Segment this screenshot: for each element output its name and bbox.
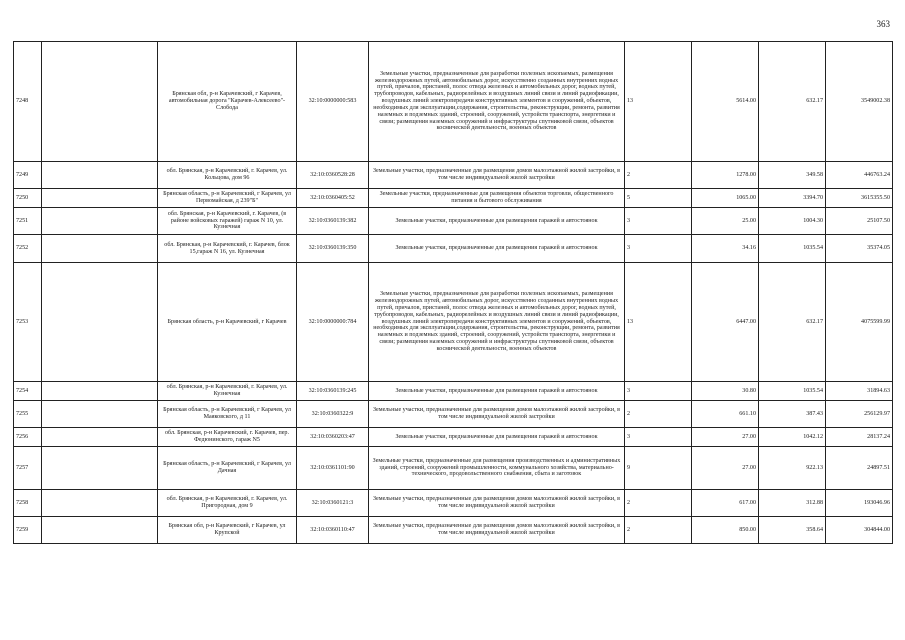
address-cell: Брянская обл, р-н Карачевский, г Карачев, ул Крупской [158,517,297,544]
cadastral-number-cell: 32:10:0000000:583 [297,42,369,162]
table-row [14,382,893,401]
cadastral-value-cell: 25107.50 [826,208,893,235]
row-number: 7258 [14,490,42,517]
cadastral-number-cell: 32:10:0000000:784 [297,263,369,382]
specific-value-cell: 1004.30 [759,208,826,235]
group-cell: 2 [625,517,692,544]
group-cell: 9 [625,447,692,490]
table-row [14,42,893,162]
specific-value-cell: 922.13 [759,447,826,490]
cadastral-number-cell: 32:10:0360110:47 [297,517,369,544]
cadastral-value-cell: 256129.97 [826,401,893,428]
address-cell: обл. Брянская, р-н Карачевский, г. Карачев, (в районе войсковых гаражей) гараж N 10, ул. Кузнечная [158,208,297,235]
empty-cell [42,42,158,162]
group-cell: 3 [625,235,692,263]
specific-value-cell: 312.88 [759,490,826,517]
address-cell: Брянская область, р-н Карачевский, г Карачев, ул Маяковского, д 11 [158,401,297,428]
area-cell: 30.80 [692,382,759,401]
land-use-cell: Земельные участки, предназначенные для разработки полезных ископаемых, размещения железнодорожных путей, автомобильных дорог, искусственно созданных внутренних водных путей, причалов, пристаней, полос отвода железных и автомобильных дорог, водных путей, трубопроводов, кабельных, радиорелейных и воздушных линий связи и линий радиофикации, воздушных линий электропередачи конструктивных элементов и сооружений, объектов, необходимых для эксплуатации,содержания, строительства, реконструкции, ремонта, развития наземных и подземных зданий, строений, сооружений, устройств транспорта, энергетики и связи; размещения наземных сооружений и инфраструктуры спутниковой связи, объектов космической деятельности, военных объектов [369,263,625,382]
empty-cell [42,235,158,263]
cadastral-value-cell: 3549002.38 [826,42,893,162]
land-use-cell: Земельные участки, предназначенные для размещения производственных и административных зданий, строений, сооружений промышленности, коммунального хозяйства, материально-технического, продовольственного снабжения, сбыта и заготовок [369,447,625,490]
row-number: 7251 [14,208,42,235]
specific-value-cell: 358.64 [759,517,826,544]
table-row [14,189,893,208]
cadastral-number-cell: 32:10:0360121:3 [297,490,369,517]
cadastral-value-cell: 24897.51 [826,447,893,490]
row-number: 7252 [14,235,42,263]
empty-cell [42,447,158,490]
group-cell: 5 [625,189,692,208]
cadastral-value-cell: 3615355.50 [826,189,893,208]
address-cell: Брянская область, р-н Карачевский, г Карачев, ул Первомайская, д 239"Б" [158,189,297,208]
group-cell: 13 [625,42,692,162]
table-row [14,235,893,263]
table-row [14,490,893,517]
row-number: 7248 [14,42,42,162]
land-use-cell: Земельные участки, предназначенные для размещения гаражей и автостоянок [369,382,625,401]
area-cell: 34.16 [692,235,759,263]
specific-value-cell: 632.17 [759,263,826,382]
group-cell: 3 [625,428,692,447]
specific-value-cell: 1035.54 [759,382,826,401]
group-cell: 3 [625,382,692,401]
row-number: 7255 [14,401,42,428]
address-cell: обл. Брянская, р-н Карачевский, г. Карачев, ул. Кольцова, дом 96 [158,162,297,189]
table-row [14,208,893,235]
row-number: 7250 [14,189,42,208]
row-number: 7259 [14,517,42,544]
land-use-cell: Земельные участки, предназначенные для размещения домов малоэтажной жилой застройки, в том числе индивидуальной жилой застройки [369,162,625,189]
empty-cell [42,189,158,208]
empty-cell [42,401,158,428]
address-cell: обл. Брянская, р-н Карачевский, г. Карачев, пер. Федюнинского, гараж N5 [158,428,297,447]
area-cell: 5614.00 [692,42,759,162]
land-use-cell: Земельные участки, предназначенные для разработки полезных ископаемых, размещения железнодорожных путей, автомобильных дорог, искусственно созданных внутренних водных путей, причалов, пристаней, полос отвода железных и автомобильных дорог, водных путей, трубопроводов, кабельных, радиорелейных и воздушных линий связи и линий радиофикации, воздушных линий электропередачи конструктивных элементов и сооружений, объектов, необходимых для эксплуатации,содержания, строительства, реконструкции, ремонта, развития наземных и подземных зданий, строений, сооружений, устройств транспорта, энергетики и связи; размещения наземных сооружений и инфраструктуры спутниковой связи, объектов космической деятельности, военных объектов [369,42,625,162]
empty-cell [42,208,158,235]
group-cell: 2 [625,162,692,189]
cadastral-number-cell: 32:10:0360139:350 [297,235,369,263]
row-number: 7249 [14,162,42,189]
address-cell: Брянская область, р-н Карачевский, г Карачев [158,263,297,382]
empty-cell [42,263,158,382]
area-cell: 617.00 [692,490,759,517]
empty-cell [42,382,158,401]
table-row [14,517,893,544]
area-cell: 27.00 [692,428,759,447]
area-cell: 1065.00 [692,189,759,208]
specific-value-cell: 632.17 [759,42,826,162]
cadastral-value-cell: 28137.24 [826,428,893,447]
row-number: 7257 [14,447,42,490]
land-use-cell: Земельные участки, предназначенные для размещения домов малоэтажной жилой застройки, в том числе индивидуальной жилой застройки [369,401,625,428]
land-use-cell: Земельные участки, предназначенные для размещения гаражей и автостоянок [369,208,625,235]
empty-cell [42,162,158,189]
row-number: 7256 [14,428,42,447]
cadastral-value-cell: 304844.00 [826,517,893,544]
land-use-cell: Земельные участки, предназначенные для размещения домов малоэтажной жилой застройки, в том числе индивидуальной жилой застройки [369,517,625,544]
cadastral-value-cell: 446763.24 [826,162,893,189]
group-cell: 3 [625,208,692,235]
specific-value-cell: 349.58 [759,162,826,189]
land-use-cell: Земельные участки, предназначенные для размещения домов малоэтажной жилой застройки, в том числе индивидуальной жилой застройки [369,490,625,517]
table-row [14,401,893,428]
cadastral-number-cell: 32:10:0360322:9 [297,401,369,428]
table-row [14,263,893,382]
specific-value-cell: 1035.54 [759,235,826,263]
table-body [14,42,893,544]
table-row [14,428,893,447]
empty-cell [42,428,158,447]
row-number: 7254 [14,382,42,401]
cadastral-number-cell: 32:10:0361101:90 [297,447,369,490]
area-cell: 661.10 [692,401,759,428]
area-cell: 1278.00 [692,162,759,189]
cadastral-value-cell: 4075599.99 [826,263,893,382]
area-cell: 25.00 [692,208,759,235]
row-number: 7253 [14,263,42,382]
group-cell: 13 [625,263,692,382]
cadastral-value-cell: 31894.63 [826,382,893,401]
specific-value-cell: 1042.12 [759,428,826,447]
table-row [14,162,893,189]
land-use-cell: Земельные участки, предназначенные для размещения гаражей и автостоянок [369,235,625,263]
group-cell: 2 [625,401,692,428]
specific-value-cell: 3394.70 [759,189,826,208]
cadastral-number-cell: 32:10:0360405:52 [297,189,369,208]
cadastral-number-cell: 32:10:0360139:382 [297,208,369,235]
area-cell: 850.00 [692,517,759,544]
page-number: 363 [876,19,890,29]
cadastral-number-cell: 32:10:0360528:28 [297,162,369,189]
group-cell: 2 [625,490,692,517]
area-cell: 6447.00 [692,263,759,382]
cadastral-number-cell: 32:10:0360203:47 [297,428,369,447]
area-cell: 27.00 [692,447,759,490]
land-use-cell: Земельные участки, предназначенные для размещения объектов торговли, общественного питания и бытового обслуживания [369,189,625,208]
address-cell: обл. Брянская, р-н Карачевский, г. Карачев, ул. Кузнечная [158,382,297,401]
address-cell: Брянская обл, р-н Карачевский, г Карачев, автомобильная дорога "Карачев-Алексеево"-Слобода [158,42,297,162]
specific-value-cell: 387.43 [759,401,826,428]
address-cell: обл. Брянская, р-н Карачевский, г. Карачев, ул. Пригородная, дом 9 [158,490,297,517]
table-row [14,447,893,490]
empty-cell [42,517,158,544]
address-cell: обл. Брянская, р-н Карачевский, г. Карачев, блок 15,гараж N 16, ул. Кузнечная [158,235,297,263]
cadastral-value-cell: 193046.96 [826,490,893,517]
land-use-cell: Земельные участки, предназначенные для размещения гаражей и автостоянок [369,428,625,447]
cadastral-value-cell: 35374.05 [826,235,893,263]
empty-cell [42,490,158,517]
cadastral-number-cell: 32:10:0360139:245 [297,382,369,401]
cadastral-value-table [13,41,893,544]
address-cell: Брянская область, р-н Карачевский, г Карачев, ул Дачная [158,447,297,490]
